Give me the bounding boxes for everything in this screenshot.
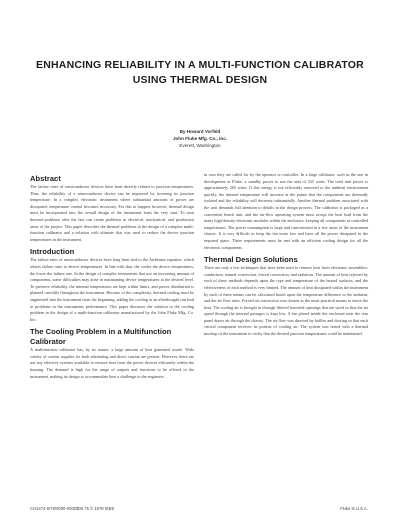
introduction-heading: Introduction (30, 247, 75, 257)
cooling-problem-heading: The Cooling Problem in a Multifunction Calibrator (30, 327, 172, 347)
paper-title: ENHANCING RELIABILITY IN A MULTI-FUNCTION CALIBRATOR USING THERMAL DESIGN (36, 59, 364, 86)
left-column (30, 174, 194, 380)
abstract-heading: Abstract (30, 174, 61, 183)
thermal-design-text: There are only a few techniques that have been used to remove heat from electronic assemblies: conduction, natural convection, forced convection, and radiation. The amount of heat rejected by each of these methods depends upon the type and temperature of the heated surfaces, and the effectiveness of each method is very limited. The amount of heat dissipated within the instrument by each of these means can be calculated based upon the temperature difference to the ambient, and the air flow rates. Forced air convection was chosen as the most practical means to move the heat. The cooling air is brought in through filtered louvered openings that are sized so that the air speed through the internal passages is kept low. A fan placed inside the enclosure near the rear panel draws air through the chassis. The air flow was directed by baffles and ducting so that each critical component receives its portion of cooling air. The system was tested with a thermal mockup of the instrument to verify that the desired junction temperatures could be maintained. (204, 265, 368, 337)
continued-text: in case they are called for by the operator or controller. In a large calibrator, such as the one in development at Fluke, a standby power to run the unit of 335 watts. The total unit power is approximately 265 watts. If this energy is not efficiently removed to the ambient environment quickly, the internal temperature will increase at the points that the components are thermally isolated and the reliability will decrease substantially. Another thermal problem associated with the unit demands full attention to details in the design process. The calibrator is packaged as a convenient bench unit, and the air-flow operating system must accept the heat load from the many high-density electronic modules within the enclosure, keeping all components at controlled temperatures. The power consumption is large and concentrated in a few areas of the instrument chassis. It is very difficult to keep the fan noise low and have all the power dissipated in the required space. These requirements must be met with an efficient cooling design for all the electronic components. (204, 172, 368, 250)
author-block (100, 128, 300, 149)
author-company: John Fluke Mfg. Co., Inc. (172, 136, 228, 141)
author-location: Everett, Washington (179, 143, 221, 148)
abstract-text: The failure rates of semiconductor devices have been directly related to junction temperatures. Thus, the reliability of a semiconductor device can be improved by lowering its junction temperature. In a complex electronic instrument where substantial amounts of power are dissipated, temperature control becomes necessary. For this to happen, however, thermal design must be incorporated into the overall design of the instrument from the very start. To treat thermal problems after the fact can create problems in electrical, mechanical, and production areas of the project. This paper describes the thermal problems in the design of a complex multi-function calibrator and a solution with ultimate that was used to reduce the device junction temperatures in the instrument. (30, 184, 194, 242)
author-name: By Howard Vorfeld (179, 129, 221, 134)
right-column (204, 172, 368, 338)
footer-page: Fluke Is U.S.A. (340, 506, 368, 511)
introduction-text: The failure rates of semiconductor devices have long been tied to the Arrhenius equation, which relates failure rates to device temperatures. In line with that, the cooler the device temperatures, the lower the failure rate. In the design of complex instruments that use an increasing amount of components, some difficulties may arise in maintaining device temperatures at the desired level. To preserve reliability, the internal temperatures are kept within limits, and power distribution is planned carefully throughout the instrument. Because of the complexity, thermal cooling must be engineered into the instrument from the beginning, adding the cooling as an afterthought can lead to problems in the instruments performance. This paper discusses the solution to the cooling problem in the design of a multi-function calibrator manufactured by the John Fluke Mfg. Co. Inc. (30, 257, 194, 322)
thermal-design-heading: Thermal Design Solutions (204, 255, 298, 265)
cooling-problem-text: A multifunction calibrator has, by its nature, a large amount of heat generated inside. Wide variety of current supplies for both alternating and direct current are present. However, there are not any effective systems available to remove heat from the power devices efficiently within the housing. The demand is high for the range of outputs and functions to be offered in the instrument, making its design to accommodate heat a challenge to the engineers. (30, 347, 194, 379)
footer-copyright: CH1474-6/79/0000-0000$00.75 © 1979 IEEE (30, 506, 115, 511)
